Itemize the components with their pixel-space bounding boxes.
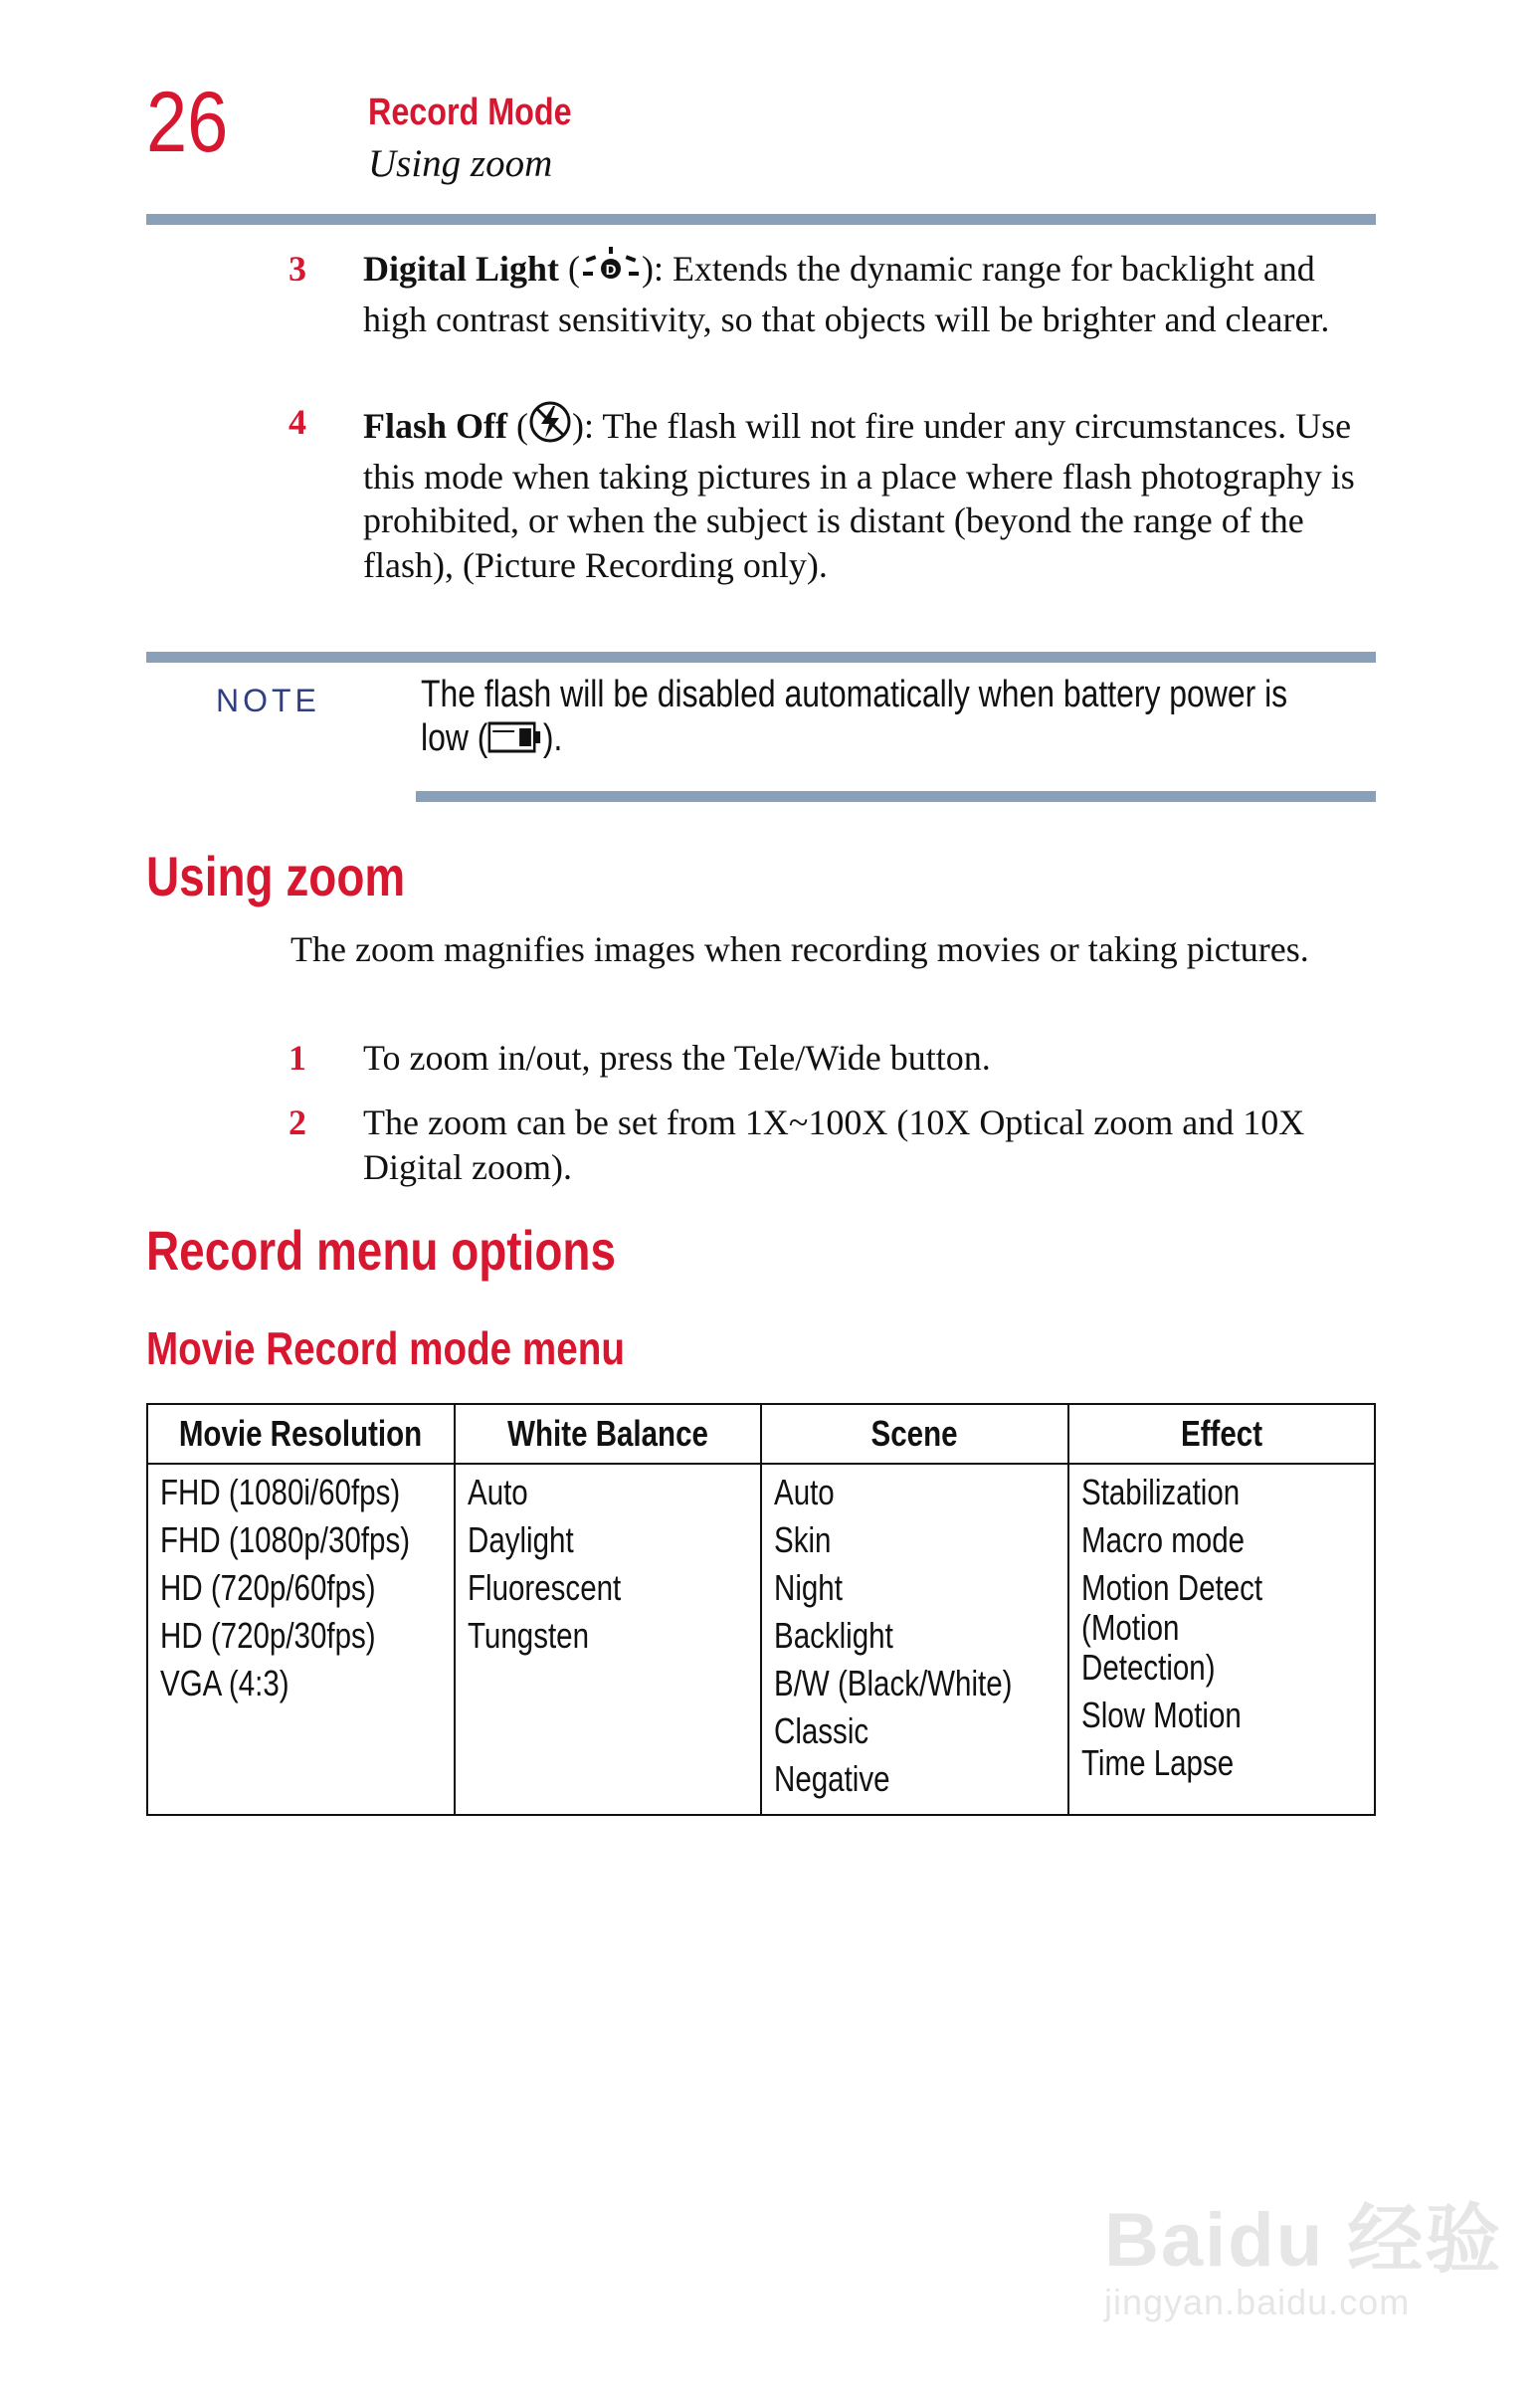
table-entry: Auto	[467, 1472, 528, 1512]
table-entry: HD (720p/60fps)	[160, 1567, 376, 1608]
digital-light-icon	[580, 247, 642, 298]
low-battery-icon	[487, 719, 542, 765]
svg-text:D: D	[605, 262, 617, 279]
table-cell-movie-resolution	[147, 1464, 455, 1815]
table-entry: HD (720p/30fps)	[160, 1615, 376, 1656]
note-top-rule	[146, 652, 1376, 663]
table-entry: Fluorescent	[467, 1567, 621, 1608]
note-line-2-start: low (	[421, 717, 488, 759]
list-item-number: 3	[289, 249, 306, 289]
table-entry: Skin	[774, 1519, 832, 1560]
table-entry: FHD (1080i/60fps)	[160, 1472, 401, 1512]
zoom-intro: The zoom magnifies images when recording movies or taking pictures.	[290, 929, 1309, 969]
note-line-2	[421, 716, 1256, 765]
list-item-text: To zoom in/out, press the Tele/Wide button.	[363, 1038, 991, 1078]
table-entry: Slow Motion	[1080, 1695, 1242, 1735]
note-text	[421, 673, 1288, 765]
zoom-step-1	[289, 1036, 1383, 1081]
table-header-row	[147, 1404, 1375, 1464]
running-header-section: Using zoom	[368, 142, 553, 185]
table-entry: Daylight	[467, 1519, 574, 1560]
table-entry: Night	[774, 1567, 843, 1608]
list-item-text: ): Extends the dynamic range for backlight and high contrast sensitivity, so that objects will be brighter and clearer.	[363, 249, 1330, 339]
table-entry: Time Lapse	[1080, 1742, 1234, 1783]
table-row	[147, 1464, 1375, 1815]
table-entry: FHD (1080p/30fps)	[160, 1519, 411, 1560]
note-line-2-end: ).	[542, 717, 563, 759]
list-item-flash-off: 4 Flash Off ( ): The flash will not fire under any circumstances. Use this mode when taking pictures in a place where flash photography is prohibited, or when the subject is distant (beyond the range of the flash), (Picture Recording only).	[289, 402, 1355, 585]
table-entry: Tungsten	[467, 1615, 589, 1656]
list-item-number: 4	[289, 402, 306, 442]
table-entry: B/W (Black/White)	[774, 1663, 1013, 1703]
list-item-text: The zoom can be set from 1X~100X (10X Optical zoom and 10X Digital zoom).	[363, 1102, 1305, 1187]
flash-off-icon	[528, 400, 572, 455]
list-item-number: 1	[289, 1038, 306, 1078]
table-entry: Classic	[774, 1710, 869, 1751]
note-label: NOTE	[216, 683, 320, 718]
list-item-term: Flash Off	[363, 406, 508, 446]
column-header: Effect	[1068, 1404, 1376, 1464]
table-entry: Backlight	[774, 1615, 893, 1656]
movie-record-menu-table	[146, 1403, 1376, 1816]
note-line-1: The flash will be disabled automatically when battery power is	[421, 674, 1288, 715]
watermark-url: jingyan.baidu.com	[1104, 2282, 1411, 2322]
column-header: White Balance	[455, 1404, 762, 1464]
table-entry: Motion Detect (Motion Detection)	[1080, 1567, 1262, 1688]
table-entry: Stabilization	[1080, 1472, 1240, 1512]
table-entry: VGA (4:3)	[160, 1663, 289, 1703]
zoom-step-2	[289, 1100, 1383, 1189]
list-item-text: ): The flash will not fire under any circumstances. Use this mode when taking pictures in a place where flash photography is prohibited, or when the subject is distant (beyond the range of the flash), (Picture Recording only).	[363, 406, 1355, 585]
heading-using-zoom: Using zoom	[146, 845, 406, 907]
list-item-term: Digital Light	[363, 249, 560, 289]
list-item-number: 2	[289, 1102, 306, 1142]
list-item-digital-light: 3 Digital Light ( D ): Extends the dynamic range for backlight and high contrast sensitivity, so that objects will be brighter and clearer.	[289, 249, 1330, 339]
table-cell-effect	[1068, 1464, 1376, 1815]
table-cell-scene	[761, 1464, 1068, 1815]
page-number: 26	[146, 75, 229, 170]
header-rule	[146, 214, 1376, 225]
table-entry: Negative	[774, 1758, 890, 1799]
column-header: Movie Resolution	[147, 1404, 455, 1464]
baidu-watermark	[1104, 2179, 1502, 2323]
table-entry: Macro mode	[1080, 1519, 1245, 1560]
column-header: Scene	[761, 1404, 1068, 1464]
table-entry: Auto	[774, 1472, 835, 1512]
watermark-brand: Baidu 经验	[1104, 2198, 1503, 2283]
heading-record-menu-options: Record menu options	[146, 1219, 616, 1282]
table-cell-white-balance	[455, 1464, 762, 1815]
running-header-chapter: Record Mode	[368, 92, 572, 133]
heading-movie-record-mode-menu: Movie Record mode menu	[146, 1322, 625, 1374]
note-bottom-rule	[416, 791, 1376, 802]
